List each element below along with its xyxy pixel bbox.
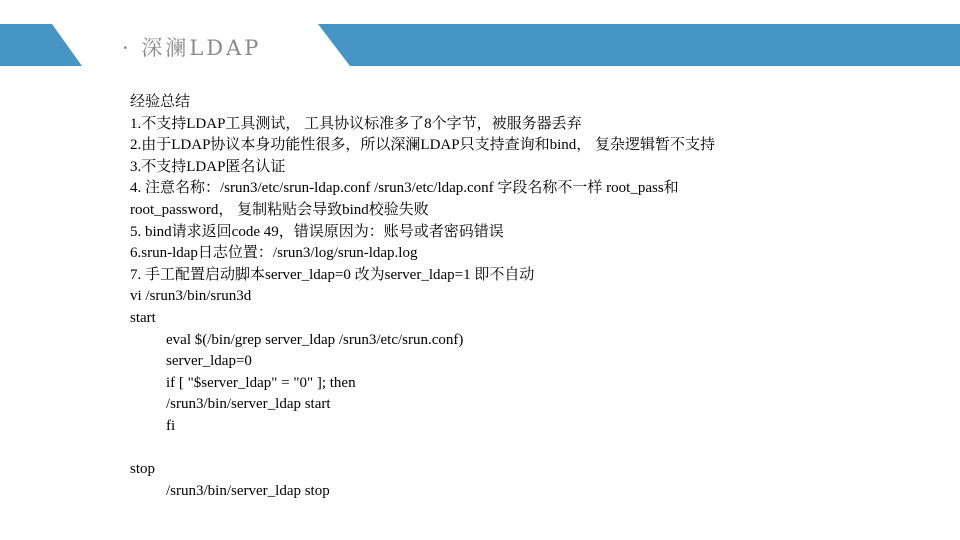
- content-line: eval $(/bin/grep server_ldap /srun3/etc/srun.conf): [166, 331, 464, 348]
- content-line: if [ "$server_ldap" = "0" ]; then: [166, 374, 356, 391]
- content-line: 6.srun-ldap日志位置：/srun3/log/srun-ldap.log: [130, 245, 418, 262]
- content-line: 5. bind请求返回code 49，错误原因为：账号或者密码错误: [130, 223, 504, 240]
- header-band-left: [0, 24, 82, 66]
- content-line: /srun3/bin/server_ldap start: [166, 396, 331, 413]
- content-line: server_ldap=0: [166, 353, 252, 370]
- content-line: vi /srun3/bin/srun3d: [130, 288, 252, 305]
- content-body: [130, 92, 930, 502]
- content-line: start: [130, 309, 156, 326]
- content-line: root_password， 复制粘贴会导致bind校验失败: [130, 201, 429, 218]
- content-line: stop: [130, 461, 156, 478]
- content-line: 7. 手工配置启动脚本server_ldap=0 改为server_ldap=1 即不自动: [130, 266, 535, 283]
- header-band-right: [318, 24, 960, 66]
- content-line: 经验总结: [130, 94, 191, 110]
- content-line: 3.不支持LDAP匿名认证: [130, 158, 286, 175]
- content-line: 4. 注意名称：/srun3/etc/srun-ldap.conf /srun3/etc/ldap.conf 字段名称不一样 root_pass和: [130, 180, 679, 197]
- content-line: 1.不支持LDAP工具测试， 工具协议标准多了8个字节，被服务器丢弃: [130, 115, 582, 132]
- content-line: fi: [166, 417, 176, 434]
- content-line: [130, 438, 930, 460]
- slide-title: · 深澜LDAP: [122, 36, 262, 60]
- content-line: /srun3/bin/server_ldap stop: [166, 482, 330, 499]
- content-line: 2.由于LDAP协议本身功能性很多，所以深澜LDAP只支持查询和bind， 复杂逻辑暂不支持: [130, 137, 716, 154]
